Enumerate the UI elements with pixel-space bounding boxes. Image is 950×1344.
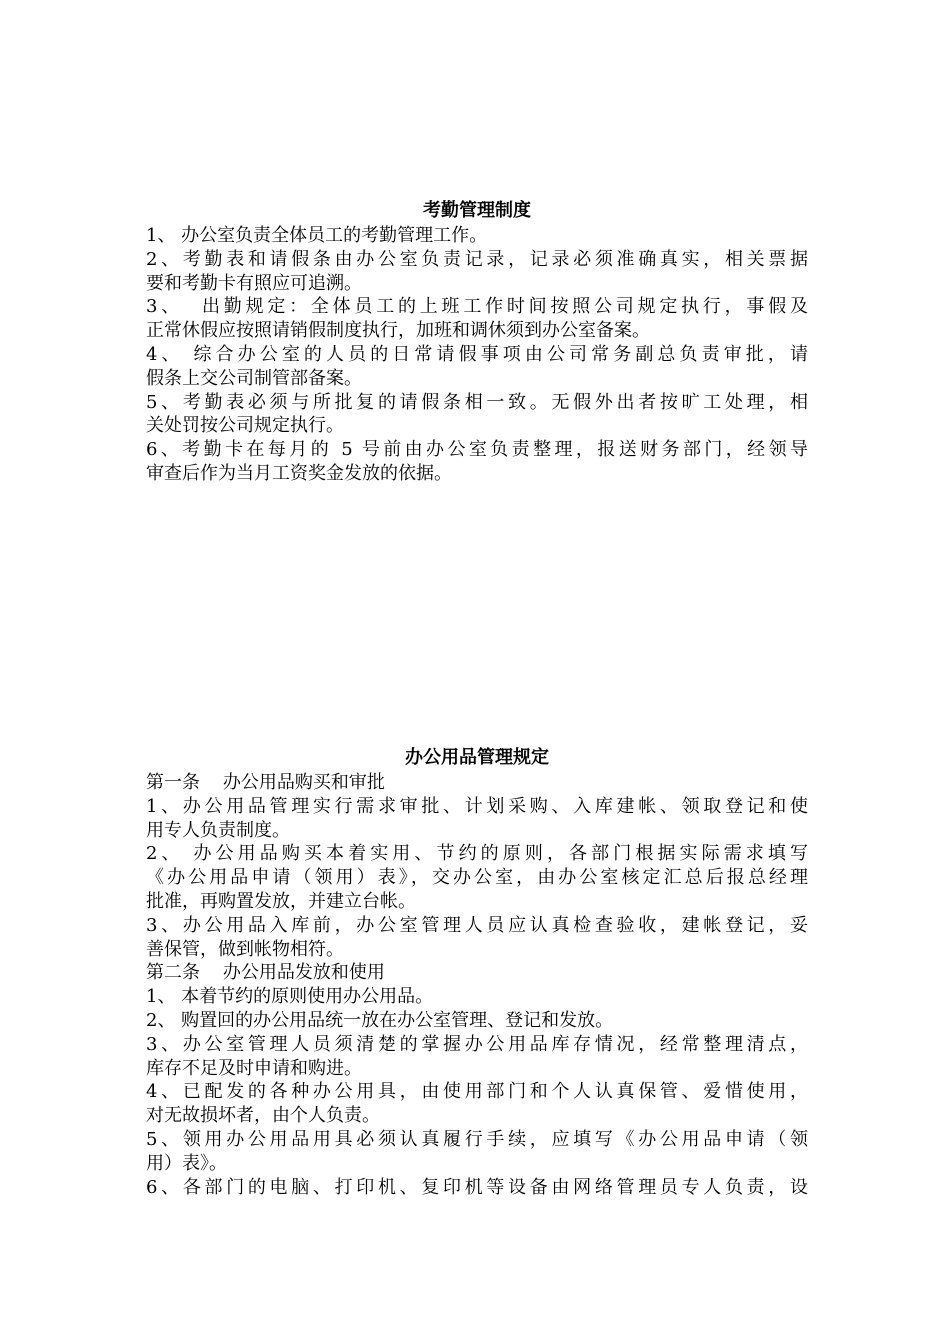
- text-line: 5、考勤表必须与所批复的请假条相一致。无假外出者按旷工处理，相: [146, 391, 808, 413]
- section-body: [146, 771, 808, 1199]
- text-line: 库存不足及时申请和购进。: [146, 1057, 362, 1079]
- text-line: 2、 购置回的办公用品统一放在办公室管理、登记和发放。: [146, 1009, 614, 1031]
- text-line: 善保管，做到帐物相符。: [146, 938, 344, 960]
- text-line: 5、领用办公用品用具必须认真履行手续，应填写《办公用品申请（领: [146, 1128, 808, 1150]
- text-line: 正常休假应按照请销假制度执行，加班和调休须到办公室备案。: [146, 320, 650, 342]
- text-line: 4、已配发的各种办公用具，由使用部门和个人认真保管、爱惜使用，: [146, 1081, 808, 1103]
- section-body: [146, 224, 808, 486]
- text-line: 6、考勤卡在每月的 5 号前由办公室负责整理，报送财务部门，经领导: [146, 439, 808, 461]
- text-line: 3、办公用品入库前，办公室管理人员应认真检查验收，建帐登记，妥: [146, 914, 808, 936]
- text-line: 用）表》。: [146, 1152, 227, 1174]
- office-supplies-policy-section: [146, 745, 808, 1199]
- text-line: 6、各部门的电脑、打印机、复印机等设备由网络管理员专人负责，设: [146, 1176, 808, 1198]
- text-line: 要和考勤卡有照应可追溯。: [146, 272, 362, 294]
- text-line: 3、办公室管理人员须清楚的掌握办公用品库存情况，经常整理清点，: [146, 1033, 808, 1055]
- text-line: 审查后作为当月工资奖金发放的依据。: [146, 462, 452, 484]
- text-line: 第二条 办公用品发放和使用: [146, 962, 385, 984]
- text-line: 《办公用品申请（领用）表》，交办公室，由办公室核定汇总后报总经理: [146, 867, 808, 889]
- text-line: 4、 综合办公室的人员的日常请假事项由公司常务副总负责审批，请: [146, 343, 808, 365]
- attendance-policy-section: [146, 198, 808, 486]
- text-line: 1、 本着节约的原则使用办公用品。: [146, 986, 434, 1008]
- text-line: 对无故损坏者，由个人负责。: [146, 1105, 380, 1127]
- section-title: 办公用品管理规定: [405, 747, 549, 768]
- text-line: 1、 办公室负责全体员工的考勤管理工作。: [146, 225, 488, 246]
- text-line: 2、 办公用品购买本着实用、节约的原则，各部门根据实际需求填写: [146, 843, 808, 865]
- section-title: 考勤管理制度: [423, 200, 531, 221]
- text-line: 1、办公用品管理实行需求审批、计划采购、入库建帐、领取登记和使: [146, 795, 808, 817]
- text-line: 3、 出勤规定：全体员工的上班工作时间按照公司规定执行，事假及: [146, 296, 808, 318]
- text-line: 关处罚按公司规定执行。: [146, 415, 344, 437]
- text-line: 2、考勤表和请假条由办公室负责记录，记录必须准确真实，相关票据: [146, 248, 808, 270]
- text-line: 用专人负责制度。: [146, 819, 290, 841]
- text-line: 第一条 办公用品购买和审批: [146, 772, 385, 793]
- text-line: 假条上交公司制管部备案。: [146, 367, 362, 389]
- text-line: 批准，再购置发放，并建立台帐。: [146, 890, 416, 912]
